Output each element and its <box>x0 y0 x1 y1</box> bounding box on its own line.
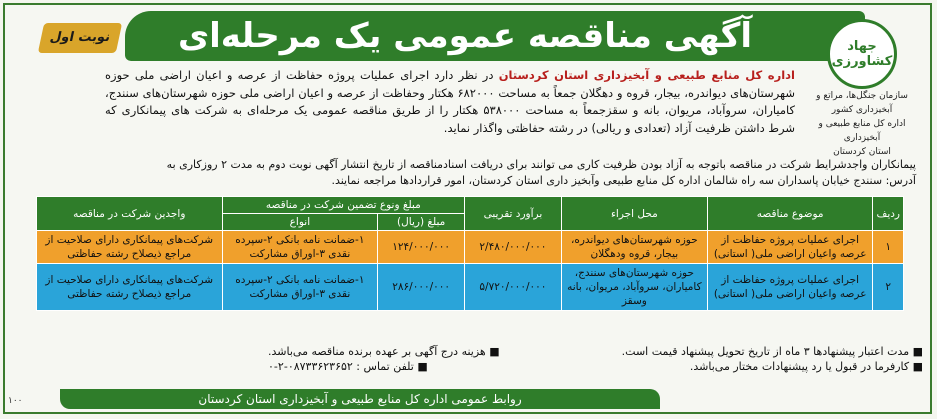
footer-banner: روابط عمومی اداره کل منابع طبیعی و آبخیزداری استان کردستان <box>60 389 660 409</box>
org-name: اداره کل منابع طبیعی و آبخیزداری استان کردستان <box>498 68 795 82</box>
col-eligible: واجدین شرکت در مناقصه <box>37 197 223 231</box>
logo-line-3: استان کردستان <box>833 147 891 157</box>
intro-text: در نظر دارد اجرای عملیات پروژه حفاظت از عرصه و اعیان اراضی ملی حوزه شهرستان‌های دیواندره، بیجار، قروه و دهگلان جمعاً به مساحت ۶۸۲۰۰۰ هکتار وحفاظت از عرصه و اعیان اراضی ملی حوزه شهرستان‌های سنندج، کامیاران، سروآباد، مریوان، بانه و سقزجمعاً به مساحت ۵۳۸۰۰۰ هکتار را از طریق مناقصه عمومی یک مرحله‌ای به شرکت های پیمانکاری که شرط داشتن ظرفیت آزاد (تعدادی و ریالی) در رشته حفاظتی واگذار نماید. <box>105 68 795 135</box>
instructions-line-1: پیمانکاران واجدشرایط شرکت در مناقصه باتوجه به آزاد بودن ظرفیت کاری می توانند برای دریافت اسنادمناقصه از تاریخ انتشار آگهی نوبت دوم به مدت ۲ روزکاری به <box>166 158 916 171</box>
note-phone: ■ تلفن تماس : ۰۸۷۳۳۶۲۳۶۵۲-۲-۰ <box>268 360 428 373</box>
row-location: حوزه شهرستان‌های سنندج، کامیاران، سروآباد، مریوان، بانه وسقز <box>561 264 707 311</box>
tender-table <box>36 196 904 311</box>
jihad-emblem-icon: جهاد کشاورزی <box>827 19 897 89</box>
row-subject: اجرای عملیات پروژه حفاظت از عرصه واعیان اراضی ملی( استانی) <box>707 231 873 264</box>
logo-line-1: سازمان جنگل‌ها، مراتع و آبخیزداری کشور <box>816 91 908 115</box>
row-num: ۱ <box>873 231 904 264</box>
row-estimate: ۲/۴۸۰/۰۰۰/۰۰۰ <box>465 231 562 264</box>
row-amount: ۱۲۴/۰۰۰/۰۰۰ <box>378 231 465 264</box>
org-logo <box>802 19 922 169</box>
page-number: ۱۰۰ <box>8 396 23 406</box>
row-eligible: شرکت‌های پیمانکاری دارای صلاحیت از مراجع ذیصلاح رشته حفاظتی <box>37 264 223 311</box>
col-location: محل اجراء <box>561 197 707 231</box>
note-cost: ■ هزینه درج آگهی بر عهده برنده مناقصه می‌باشد. <box>268 345 500 358</box>
notes-section <box>18 344 923 374</box>
instructions-line-2: آدرس: سنندج خیابان پاسداران سه راه شالمان اداره کل منابع طبیعی وآبخیز داری استان کردستان، امور قراردادها مراجعه نمایند. <box>331 174 916 187</box>
round-badge: نوبت اول <box>38 23 122 53</box>
col-guarantee-group: مبلغ ونوع تضمین شرکت در مناقصه <box>222 197 465 214</box>
instructions-paragraph <box>11 157 916 189</box>
table-row <box>37 264 904 311</box>
col-amount: مبلغ (ریال) <box>378 214 465 231</box>
row-type: ۱-ضمانت نامه بانکی ۲-سپرده نقدی ۳-اوراق مشارکت <box>222 231 378 264</box>
row-estimate: ۵/۷۲۰/۰۰۰/۰۰۰ <box>465 264 562 311</box>
logo-line-2: اداره کل منابع طبیعی و آبخیزداری <box>818 119 906 143</box>
row-subject: اجرای عملیات پروژه حفاظت از عرصه واعیان اراضی ملی( استانی) <box>707 264 873 311</box>
row-eligible: شرکت‌های پیمانکاری دارای صلاحیت از مراجع ذیصلاح رشته حفاظتی <box>37 231 223 264</box>
row-num: ۲ <box>873 264 904 311</box>
page-title: آگهی مناقصه عمومی یک مرحله‌ای <box>177 16 753 56</box>
note-employer: ■ کارفرما در قبول یا رد پیشنهادات مختار می‌باشد. <box>689 360 923 373</box>
col-estimate: برآورد تقریبی <box>465 197 562 231</box>
col-type: انواع <box>222 214 378 231</box>
note-validity: ■ مدت اعتبار پیشنهادها ۳ ماه از تاریخ تحویل پیشنهاد قیمت است. <box>621 345 923 358</box>
intro-paragraph <box>105 67 795 137</box>
col-subject: موضوع مناقصه <box>707 197 873 231</box>
row-amount: ۲۸۶/۰۰۰/۰۰۰ <box>378 264 465 311</box>
row-location: حوزه شهرستان‌های دیواندره، بیجار، قروه ودهگلان <box>561 231 707 264</box>
table-row <box>37 231 904 264</box>
row-type: ۱-ضمانت نامه بانکی ۲-سپرده نقدی ۳-اوراق مشارکت <box>222 264 378 311</box>
col-row: ردیف <box>873 197 904 231</box>
